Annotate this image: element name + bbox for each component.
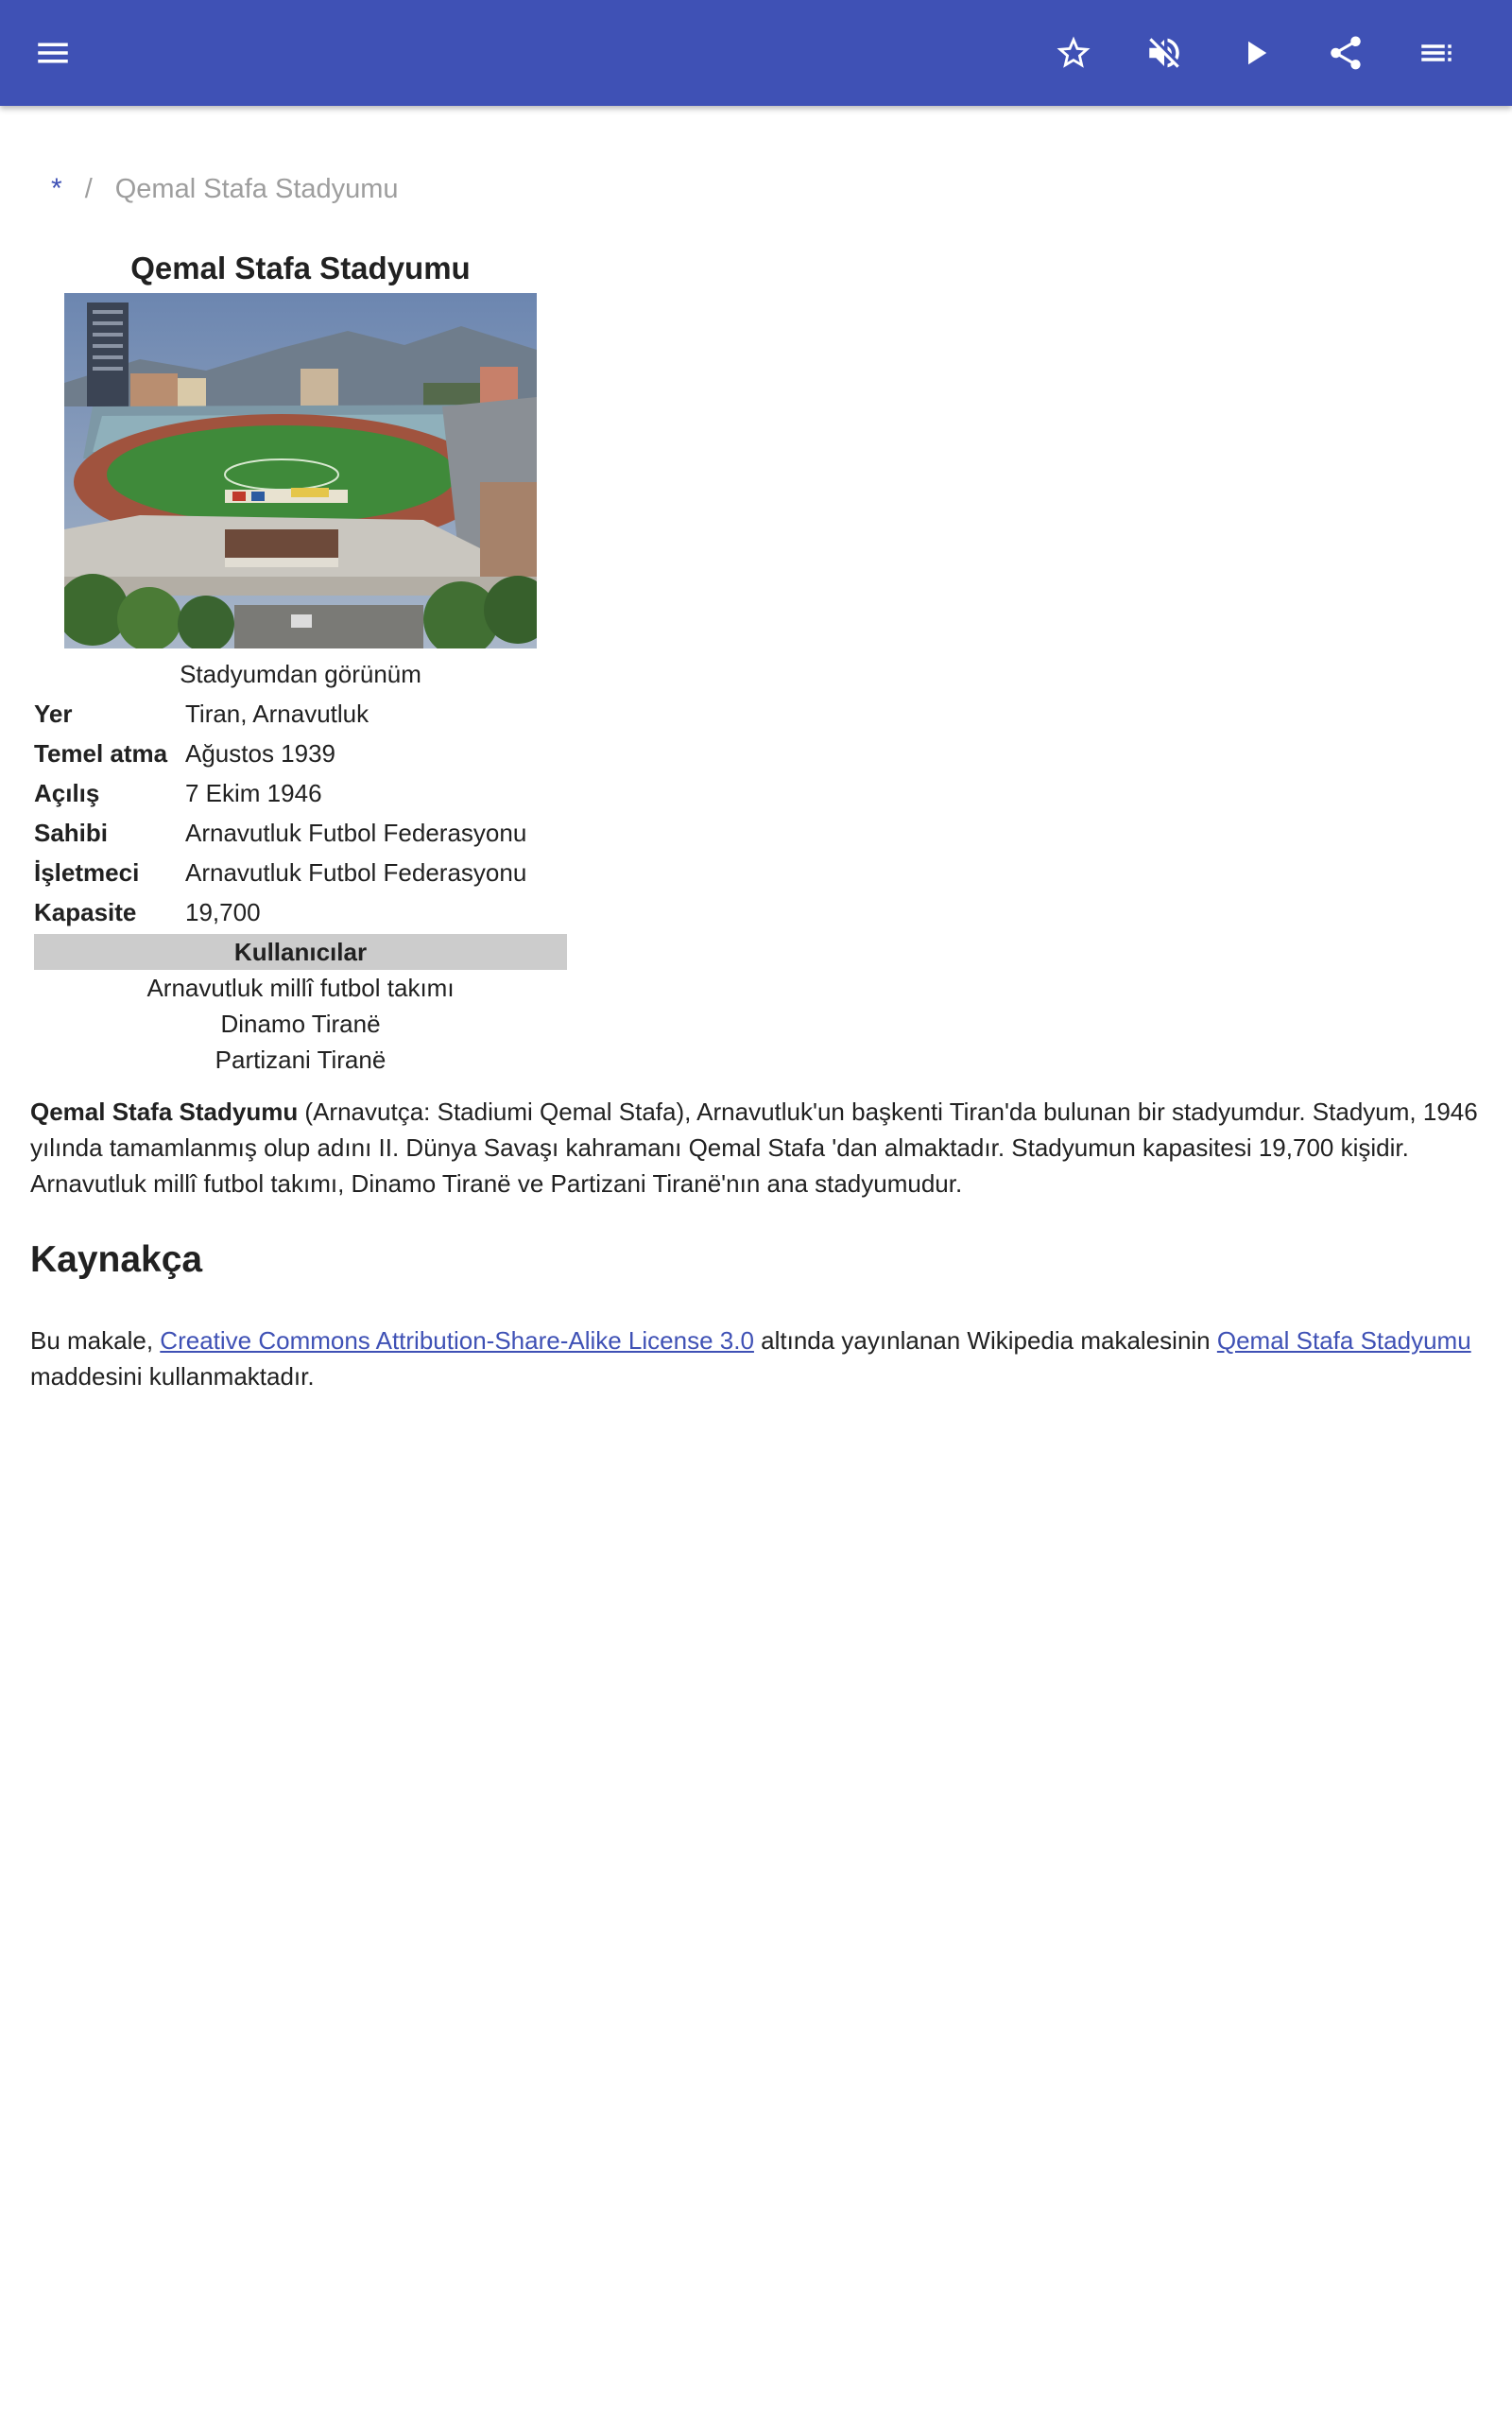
license-text-before: Bu makale, bbox=[30, 1326, 161, 1355]
infobox-caption: Stadyumdan görünüm bbox=[180, 660, 421, 688]
info-row-groundbreaking bbox=[34, 734, 567, 773]
info-value: 7 Ekim 1946 bbox=[185, 779, 322, 807]
info-row-opening bbox=[34, 773, 567, 813]
info-key: Sahibi bbox=[34, 819, 109, 847]
article-lead-text: (Arnavutça: Stadiumi Qemal Stafa), Arnavutluk'un başkenti Tiran'da bulunan bir stadyumdur. Stadyum, 1946 yılında tamamlanmış olup adını II. Dünya Savaşı kahramanı Qemal Stafa 'dan almaktadır. Stadyumun kapasitesi 19,700 kişidir. Arnavutluk millî futbol takımı, Dinamo Tiranë ve Partizani Tiranë'nın ana stadyumudur. bbox=[30, 1098, 1478, 1198]
info-value: Arnavutluk Futbol Federasyonu bbox=[185, 819, 527, 847]
breadcrumb-separator: / bbox=[84, 173, 93, 204]
info-value: Tiran, Arnavutluk bbox=[185, 700, 369, 728]
license-link[interactable]: Creative Commons Attribution-Share-Alike License 3.0 bbox=[160, 1326, 754, 1355]
volume-off-icon[interactable] bbox=[1138, 26, 1191, 79]
users-header: Kullanıcılar bbox=[34, 934, 567, 970]
infobox bbox=[34, 244, 567, 1078]
user-item: Arnavutluk millî futbol takımı bbox=[146, 974, 455, 1002]
info-key: Açılış bbox=[34, 779, 100, 807]
breadcrumb-current: Qemal Stafa Stadyumu bbox=[114, 173, 399, 204]
license-text-after: maddesini kullanmaktadır. bbox=[30, 1362, 315, 1391]
breadcrumb bbox=[51, 170, 399, 208]
info-row-capacity bbox=[34, 892, 567, 932]
info-value: Arnavutluk Futbol Federasyonu bbox=[185, 858, 527, 887]
infobox-title: Qemal Stafa Stadyumu bbox=[130, 251, 471, 285]
license-paragraph bbox=[30, 1322, 1486, 1394]
breadcrumb-home-link[interactable]: * bbox=[51, 173, 62, 204]
play-icon[interactable] bbox=[1228, 26, 1281, 79]
info-row-owner bbox=[34, 813, 567, 853]
star-outline-icon[interactable] bbox=[1047, 26, 1100, 79]
info-row-location bbox=[34, 694, 567, 734]
user-item: Partizani Tiranë bbox=[215, 1046, 387, 1074]
stadium-photo[interactable] bbox=[64, 293, 537, 648]
menu-icon[interactable] bbox=[26, 26, 79, 79]
info-key: Kapasite bbox=[34, 898, 137, 926]
toc-icon[interactable] bbox=[1410, 26, 1463, 79]
info-value: 19,700 bbox=[185, 898, 261, 926]
info-key: Yer bbox=[34, 700, 73, 728]
info-value: Ağustos 1939 bbox=[185, 739, 336, 768]
info-row-operator bbox=[34, 853, 567, 892]
app-bar bbox=[0, 0, 1512, 106]
share-icon[interactable] bbox=[1319, 26, 1372, 79]
info-key: İşletmeci bbox=[34, 858, 140, 887]
references-heading: Kaynakça bbox=[30, 1239, 203, 1280]
article-lead-bold: Qemal Stafa Stadyumu bbox=[30, 1098, 299, 1126]
user-item: Dinamo Tiranë bbox=[220, 1010, 381, 1038]
info-key: Temel atma bbox=[34, 739, 168, 768]
source-article-link[interactable]: Qemal Stafa Stadyumu bbox=[1216, 1326, 1471, 1355]
license-text-middle: altında yayınlanan Wikipedia makalesinin bbox=[753, 1326, 1217, 1355]
article-lead-paragraph bbox=[30, 1094, 1486, 1201]
